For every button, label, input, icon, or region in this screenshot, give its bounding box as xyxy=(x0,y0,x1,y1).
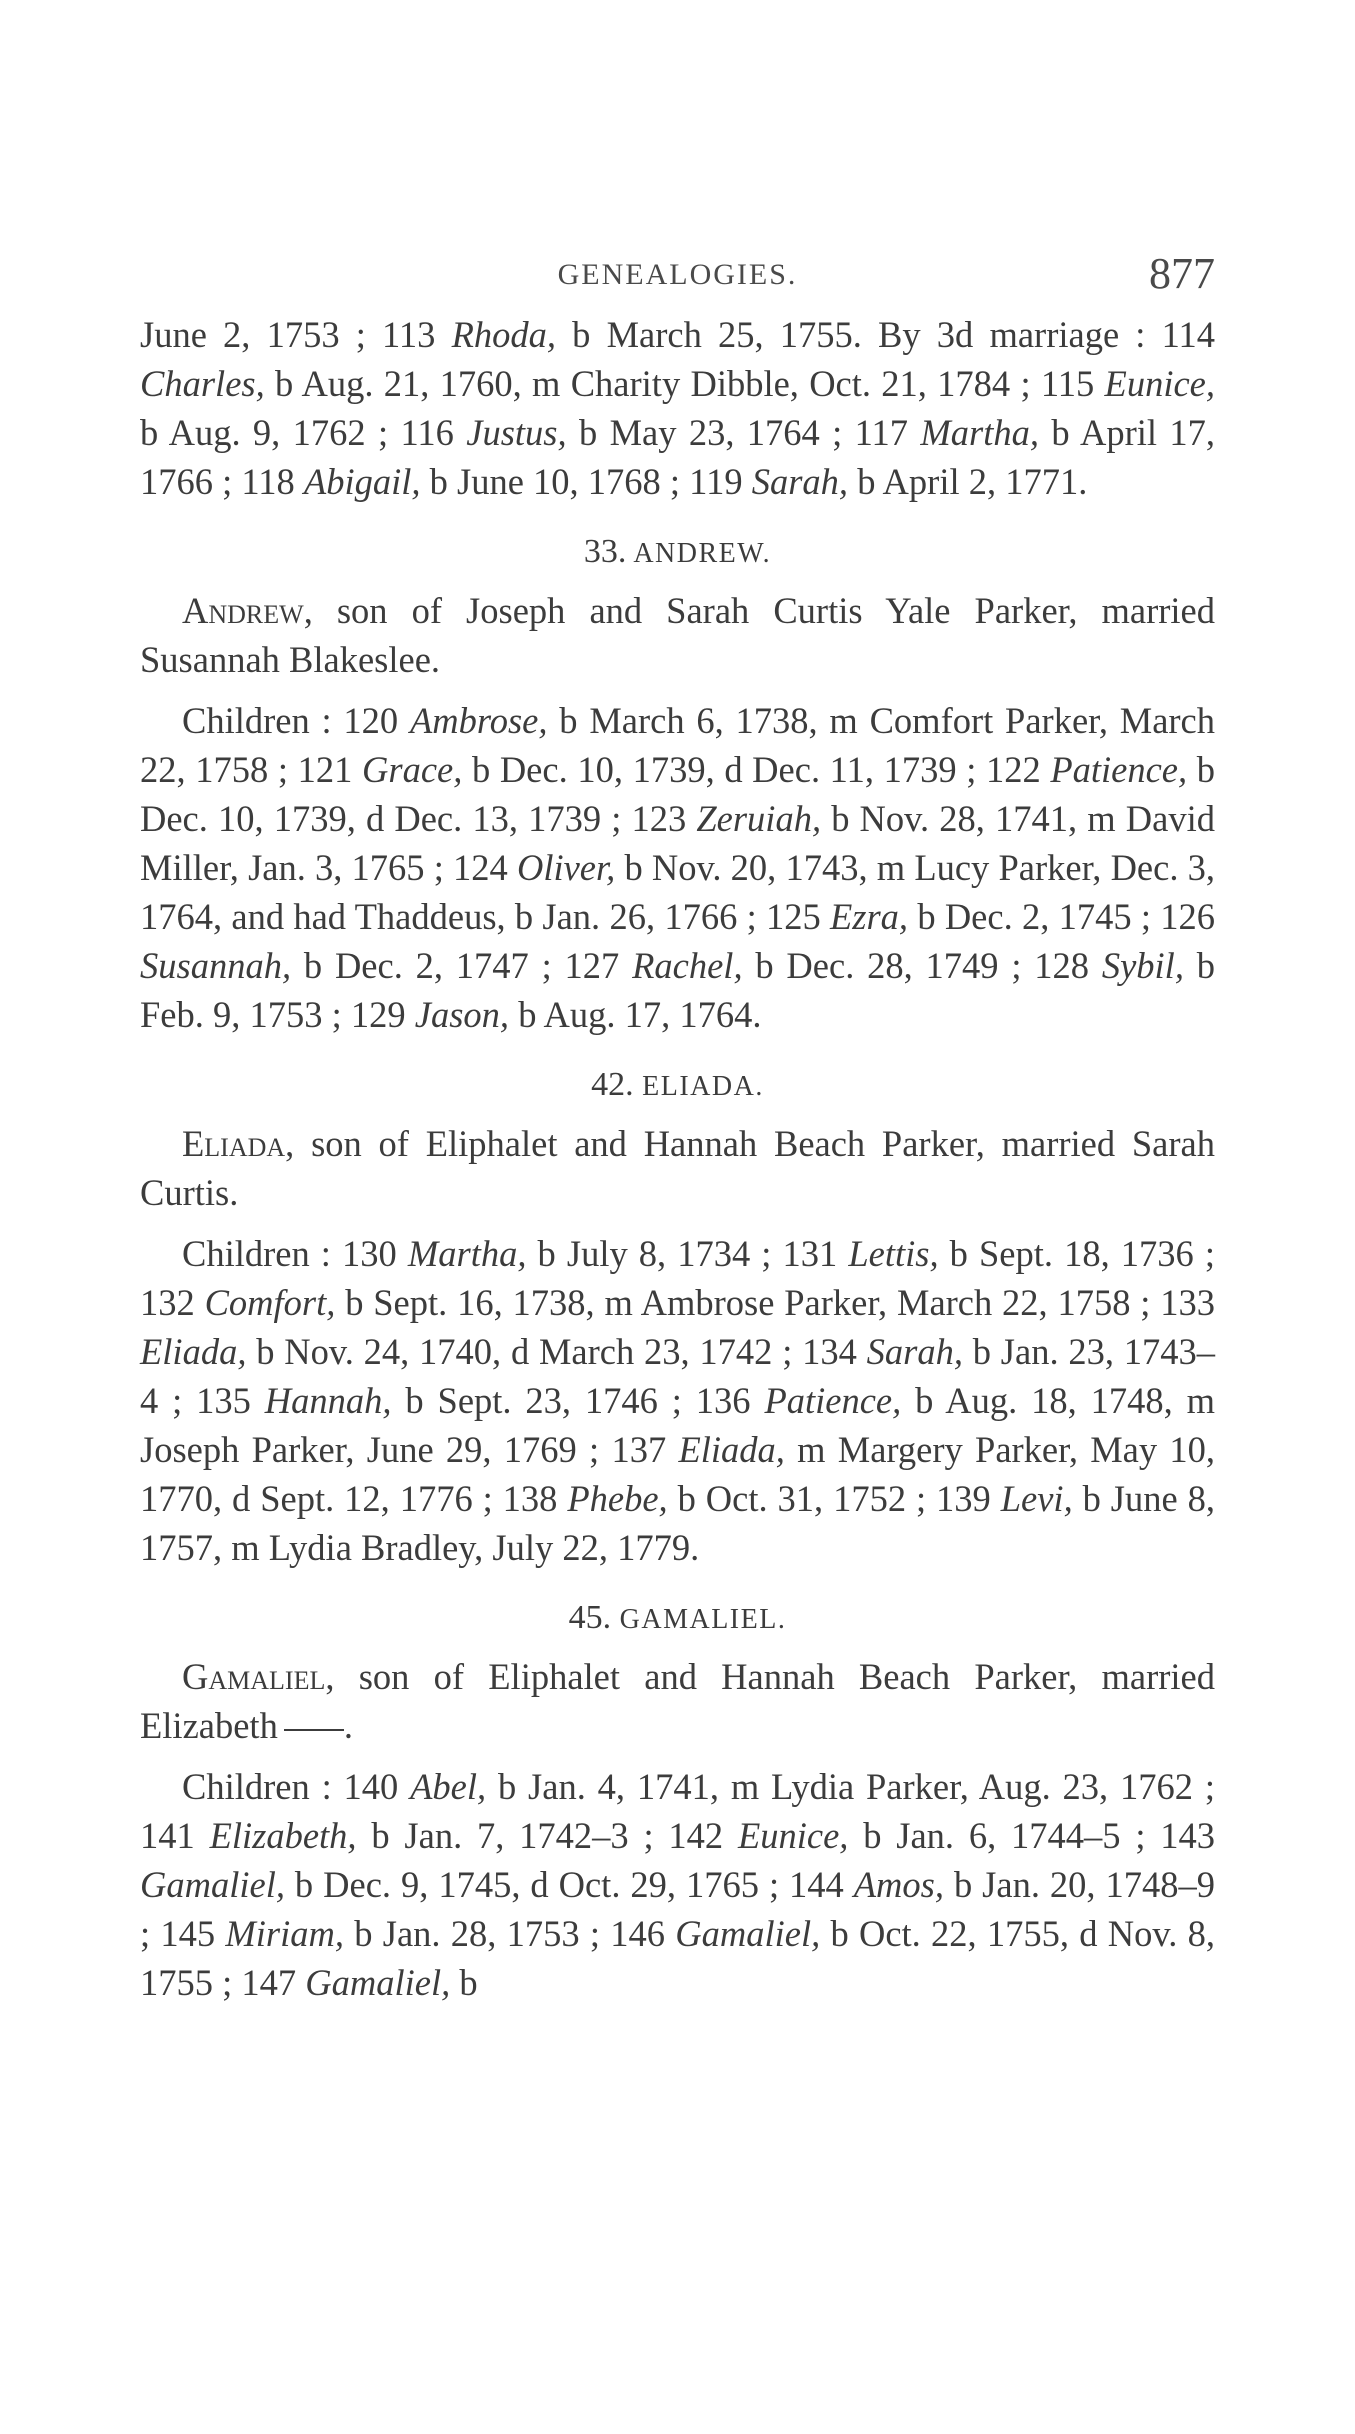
book-page xyxy=(140,240,1215,2007)
child-name: Eliada, xyxy=(678,1429,785,1470)
child-name: Sarah, xyxy=(751,461,849,502)
andrew-intro-paragraph xyxy=(140,586,1215,684)
section-name: ANDREW. xyxy=(633,538,772,569)
section-number: 42. xyxy=(591,1066,634,1103)
text-run: b June 8, 1757, m Lydia Bradley, July 22, 1779. xyxy=(140,1478,1215,1568)
gamaliel-children-paragraph xyxy=(140,1762,1215,2007)
text-run: b Feb. 9, 1753 ; 129 xyxy=(140,945,1216,1035)
child-name: Rachel, xyxy=(632,945,743,986)
text-run: b Oct. 22, 1755, d Nov. 8, 1755 ; 147 xyxy=(140,1913,1215,2003)
text-run: b Aug. 17, 1764. xyxy=(509,994,762,1035)
child-name: Sybil, xyxy=(1101,945,1184,986)
text-run: b Jan. 7, 1742–3 ; 142 xyxy=(356,1815,738,1856)
text-run: b Jan. 28, 1753 ; 146 xyxy=(344,1913,676,1954)
child-name: Sarah, xyxy=(866,1331,963,1372)
person-name: Andrew xyxy=(182,590,304,631)
child-name: Grace, xyxy=(362,749,463,790)
text-run: b Sept. 16, 1738, m Ambrose Parker, March 22, 1758 ; 133 xyxy=(335,1282,1215,1323)
child-name: Hannah, xyxy=(264,1380,392,1421)
text-run: b May 23, 1764 ; 117 xyxy=(566,412,921,453)
eliada-intro-paragraph xyxy=(140,1119,1215,1217)
text-run: , son of Eliphalet and Hannah Beach Parker, married Elizabeth xyxy=(140,1656,1215,1746)
text-run: b Dec. 2, 1747 ; 127 xyxy=(291,945,633,986)
child-name: Abigail, xyxy=(303,461,421,502)
child-name: Ambrose, xyxy=(409,700,548,741)
text-run: , son of Joseph and Sarah Curtis Yale Parker, married Susannah Blakeslee. xyxy=(140,590,1215,680)
text-run: b July 8, 1734 ; 131 xyxy=(526,1233,849,1274)
text-run: , son of Eliphalet and Hannah Beach Parker, married Sarah Curtis. xyxy=(140,1123,1215,1213)
gamaliel-intro-paragraph xyxy=(140,1652,1215,1750)
child-name: Charles, xyxy=(140,363,265,404)
text-run: Children : 130 xyxy=(182,1233,408,1274)
text-run: June 2, 1753 ; 113 xyxy=(140,314,452,355)
child-name: Ezra, xyxy=(829,896,909,937)
child-name: Levi, xyxy=(1000,1478,1073,1519)
text-run: b March 6, 1738, m Comfort Parker, March 22, 1758 ; 121 xyxy=(140,700,1216,790)
text-run: b xyxy=(450,1962,478,2003)
child-name: Lettis, xyxy=(848,1233,939,1274)
child-name: Elizabeth, xyxy=(209,1815,357,1856)
page-number: 877 xyxy=(1149,249,1215,298)
text-run: b Aug. 9, 1762 ; 116 xyxy=(140,412,467,453)
child-name: Patience, xyxy=(764,1380,902,1421)
text-run: b Nov. 20, 1743, m Lucy Parker, Dec. 3, 1764, and had Thaddeus, b Jan. 26, 1766 ; 125 xyxy=(140,847,1215,937)
running-header xyxy=(140,240,1215,310)
text-run: b Jan. 4, 1741, m Lydia Parker, Aug. 23, 1762 ; 141 xyxy=(140,1766,1215,1856)
text-run: b Sept. 18, 1736 ; 132 xyxy=(140,1233,1215,1323)
text-run: b Nov. 24, 1740, d March 23, 1742 ; 134 xyxy=(246,1331,867,1372)
continuation-paragraph xyxy=(140,310,1215,506)
text-run: b Aug. 18, 1748, m Joseph Parker, June 29, 1769 ; 137 xyxy=(140,1380,1215,1470)
text-run: b Aug. 21, 1760, m Charity Dibble, Oct. 21, 1784 ; 115 xyxy=(264,363,1105,404)
text-run: b Jan. 20, 1748–9 ; 145 xyxy=(140,1864,1215,1954)
text-run: b Jan. 6, 1744–5 ; 143 xyxy=(848,1815,1216,1856)
child-name: Rhoda, xyxy=(451,314,557,355)
section-heading-andrew xyxy=(140,532,1215,574)
text-run: b Dec. 10, 1739, d Dec. 11, 1739 ; 122 xyxy=(462,749,1051,790)
child-name: Eunice, xyxy=(1104,363,1215,404)
text-run: Children : 120 xyxy=(182,700,410,741)
section-number: 45. xyxy=(568,1599,612,1636)
text-run: b Dec. 9, 1745, d Oct. 29, 1765 ; 144 xyxy=(284,1864,854,1905)
child-name: Martha, xyxy=(407,1233,527,1274)
text-run: b Sept. 23, 1746 ; 136 xyxy=(391,1380,765,1421)
child-name: Comfort, xyxy=(204,1282,336,1323)
andrew-children-paragraph xyxy=(140,696,1215,1039)
child-name: Gamaliel, xyxy=(305,1962,451,2003)
child-name: Zeruiah, xyxy=(696,798,822,839)
child-name: Patience, xyxy=(1050,749,1188,790)
text-run: . xyxy=(343,1705,353,1746)
child-name: Martha, xyxy=(920,412,1040,453)
text-run: b March 25, 1755. By 3d marriage : 114 xyxy=(556,314,1215,355)
person-name: Eliada xyxy=(182,1123,286,1164)
text-run: b April 2, 1771. xyxy=(848,461,1088,502)
text-run: b April 17, 1766 ; 118 xyxy=(140,412,1215,502)
child-name: Gamaliel, xyxy=(675,1913,821,1954)
child-name: Eliada, xyxy=(140,1331,247,1372)
text-run: b Dec. 28, 1749 ; 128 xyxy=(742,945,1102,986)
running-title: GENEALOGIES. xyxy=(557,258,798,291)
section-heading-eliada xyxy=(140,1065,1215,1107)
section-name: ELIADA. xyxy=(642,1071,764,1102)
child-name: Miriam, xyxy=(225,1913,345,1954)
person-name: Gamaliel xyxy=(182,1656,326,1697)
text-run: b Jan. 23, 1743–4 ; 135 xyxy=(140,1331,1215,1421)
text-run: Children : 140 xyxy=(182,1766,411,1807)
child-name: Abel, xyxy=(410,1766,487,1807)
section-number: 33. xyxy=(583,533,627,570)
child-name: Gamaliel, xyxy=(140,1864,285,1905)
child-name: Phebe, xyxy=(567,1478,668,1519)
child-name: Justus, xyxy=(466,412,567,453)
text-run: b Nov. 28, 1741, m David Miller, Jan. 3, 1765 ; 124 xyxy=(140,798,1215,888)
text-run: m Margery Parker, May 10, 1770, d Sept. 12, 1776 ; 138 xyxy=(140,1429,1215,1519)
text-run: b June 10, 1768 ; 119 xyxy=(420,461,752,502)
text-run: b Oct. 31, 1752 ; 139 xyxy=(667,1478,1001,1519)
child-name: Amos, xyxy=(853,1864,944,1905)
blank-dash xyxy=(284,1729,344,1731)
text-run: b Dec. 2, 1745 ; 126 xyxy=(908,896,1215,937)
child-name: Jason, xyxy=(414,994,510,1035)
child-name: Susannah, xyxy=(140,945,292,986)
section-heading-gamaliel xyxy=(140,1598,1215,1640)
section-name: GAMALIEL. xyxy=(619,1604,787,1635)
eliada-children-paragraph xyxy=(140,1229,1215,1572)
text-run: b Dec. 10, 1739, d Dec. 13, 1739 ; 123 xyxy=(140,749,1216,839)
child-name: Eunice, xyxy=(737,1815,849,1856)
child-name: Oliver, xyxy=(516,847,616,888)
